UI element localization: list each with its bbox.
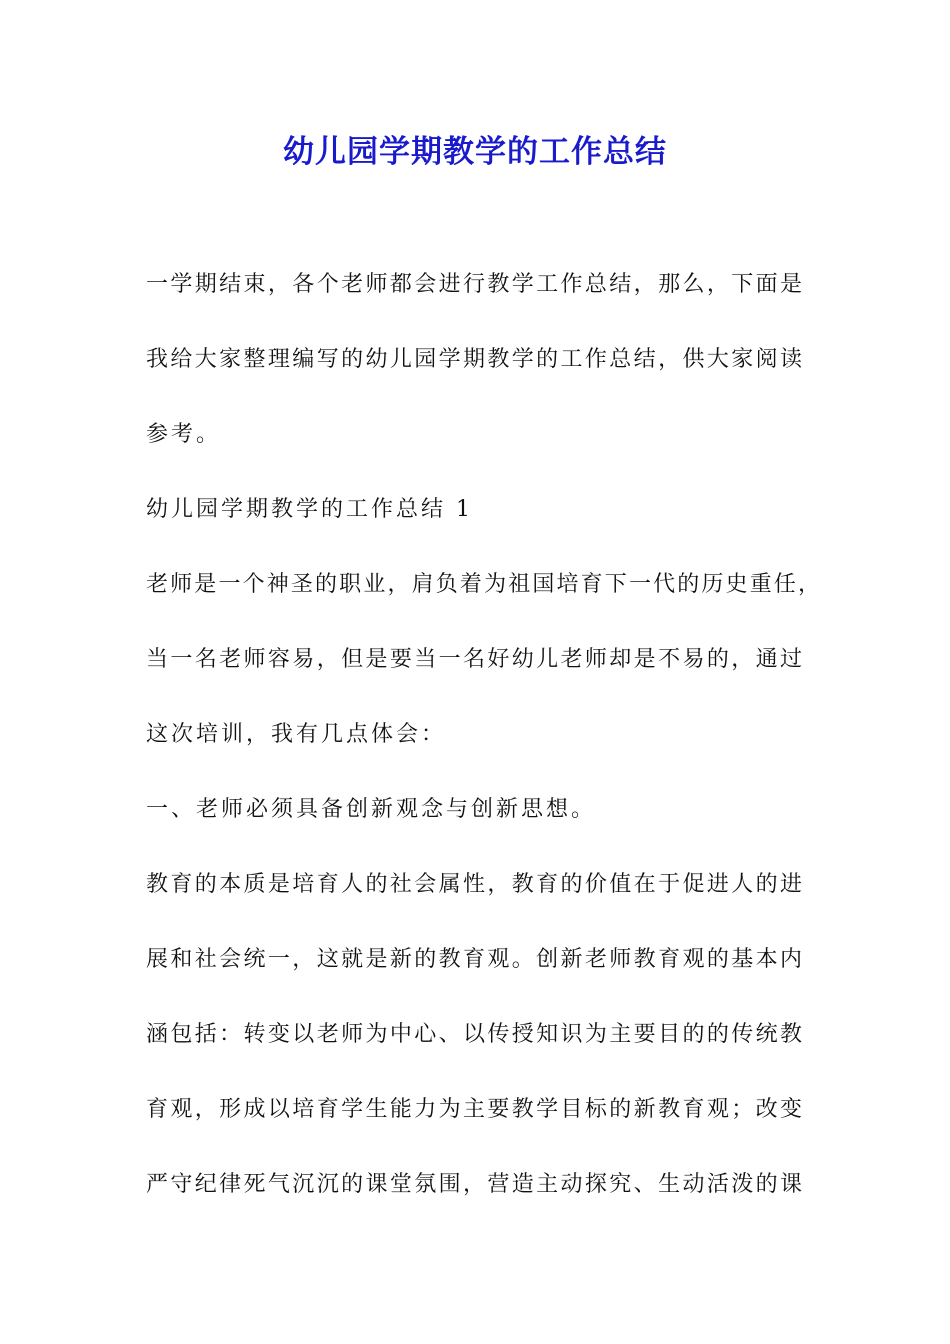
paragraph-line: 这次培训，我有几点体会： xyxy=(146,722,447,747)
paragraph-line: 展和社会统一，这就是新的教育观。创新老师教育观的基本内 xyxy=(146,947,802,972)
section-heading: 一、老师必须具备创新观念与创新思想。 xyxy=(146,797,597,822)
paragraph-line: 教育的本质是培育人的社会属性，教育的价值在于促进人的进 xyxy=(146,872,802,897)
paragraph-line: 涵包括：转变以老师为中心、以传授知识为主要目的的传统教 xyxy=(146,1022,802,1047)
paragraph-line: 严守纪律死气沉沉的课堂氛围，营造主动探究、生动活泼的课 xyxy=(146,1172,802,1197)
paragraph-line: 育观，形成以培育学生能力为主要教学目标的新教育观；改变 xyxy=(146,1097,802,1122)
paragraph-line: 参考。 xyxy=(146,422,222,447)
paragraph-line: 一学期结束，各个老师都会进行教学工作总结，那么，下面是 xyxy=(146,272,802,297)
paragraph-line: 当一名老师容易，但是要当一名好幼儿老师却是不易的，通过 xyxy=(146,647,802,672)
paragraph-line: 老师是一个神圣的职业，肩负着为祖国培育下一代的历史重任， xyxy=(146,572,820,597)
section-heading: 幼儿园学期教学的工作总结 1 xyxy=(146,497,473,522)
document-title: 幼儿园学期教学的工作总结 xyxy=(283,134,667,170)
paragraph-line: 我给大家整理编写的幼儿园学期教学的工作总结，供大家阅读 xyxy=(146,347,802,372)
